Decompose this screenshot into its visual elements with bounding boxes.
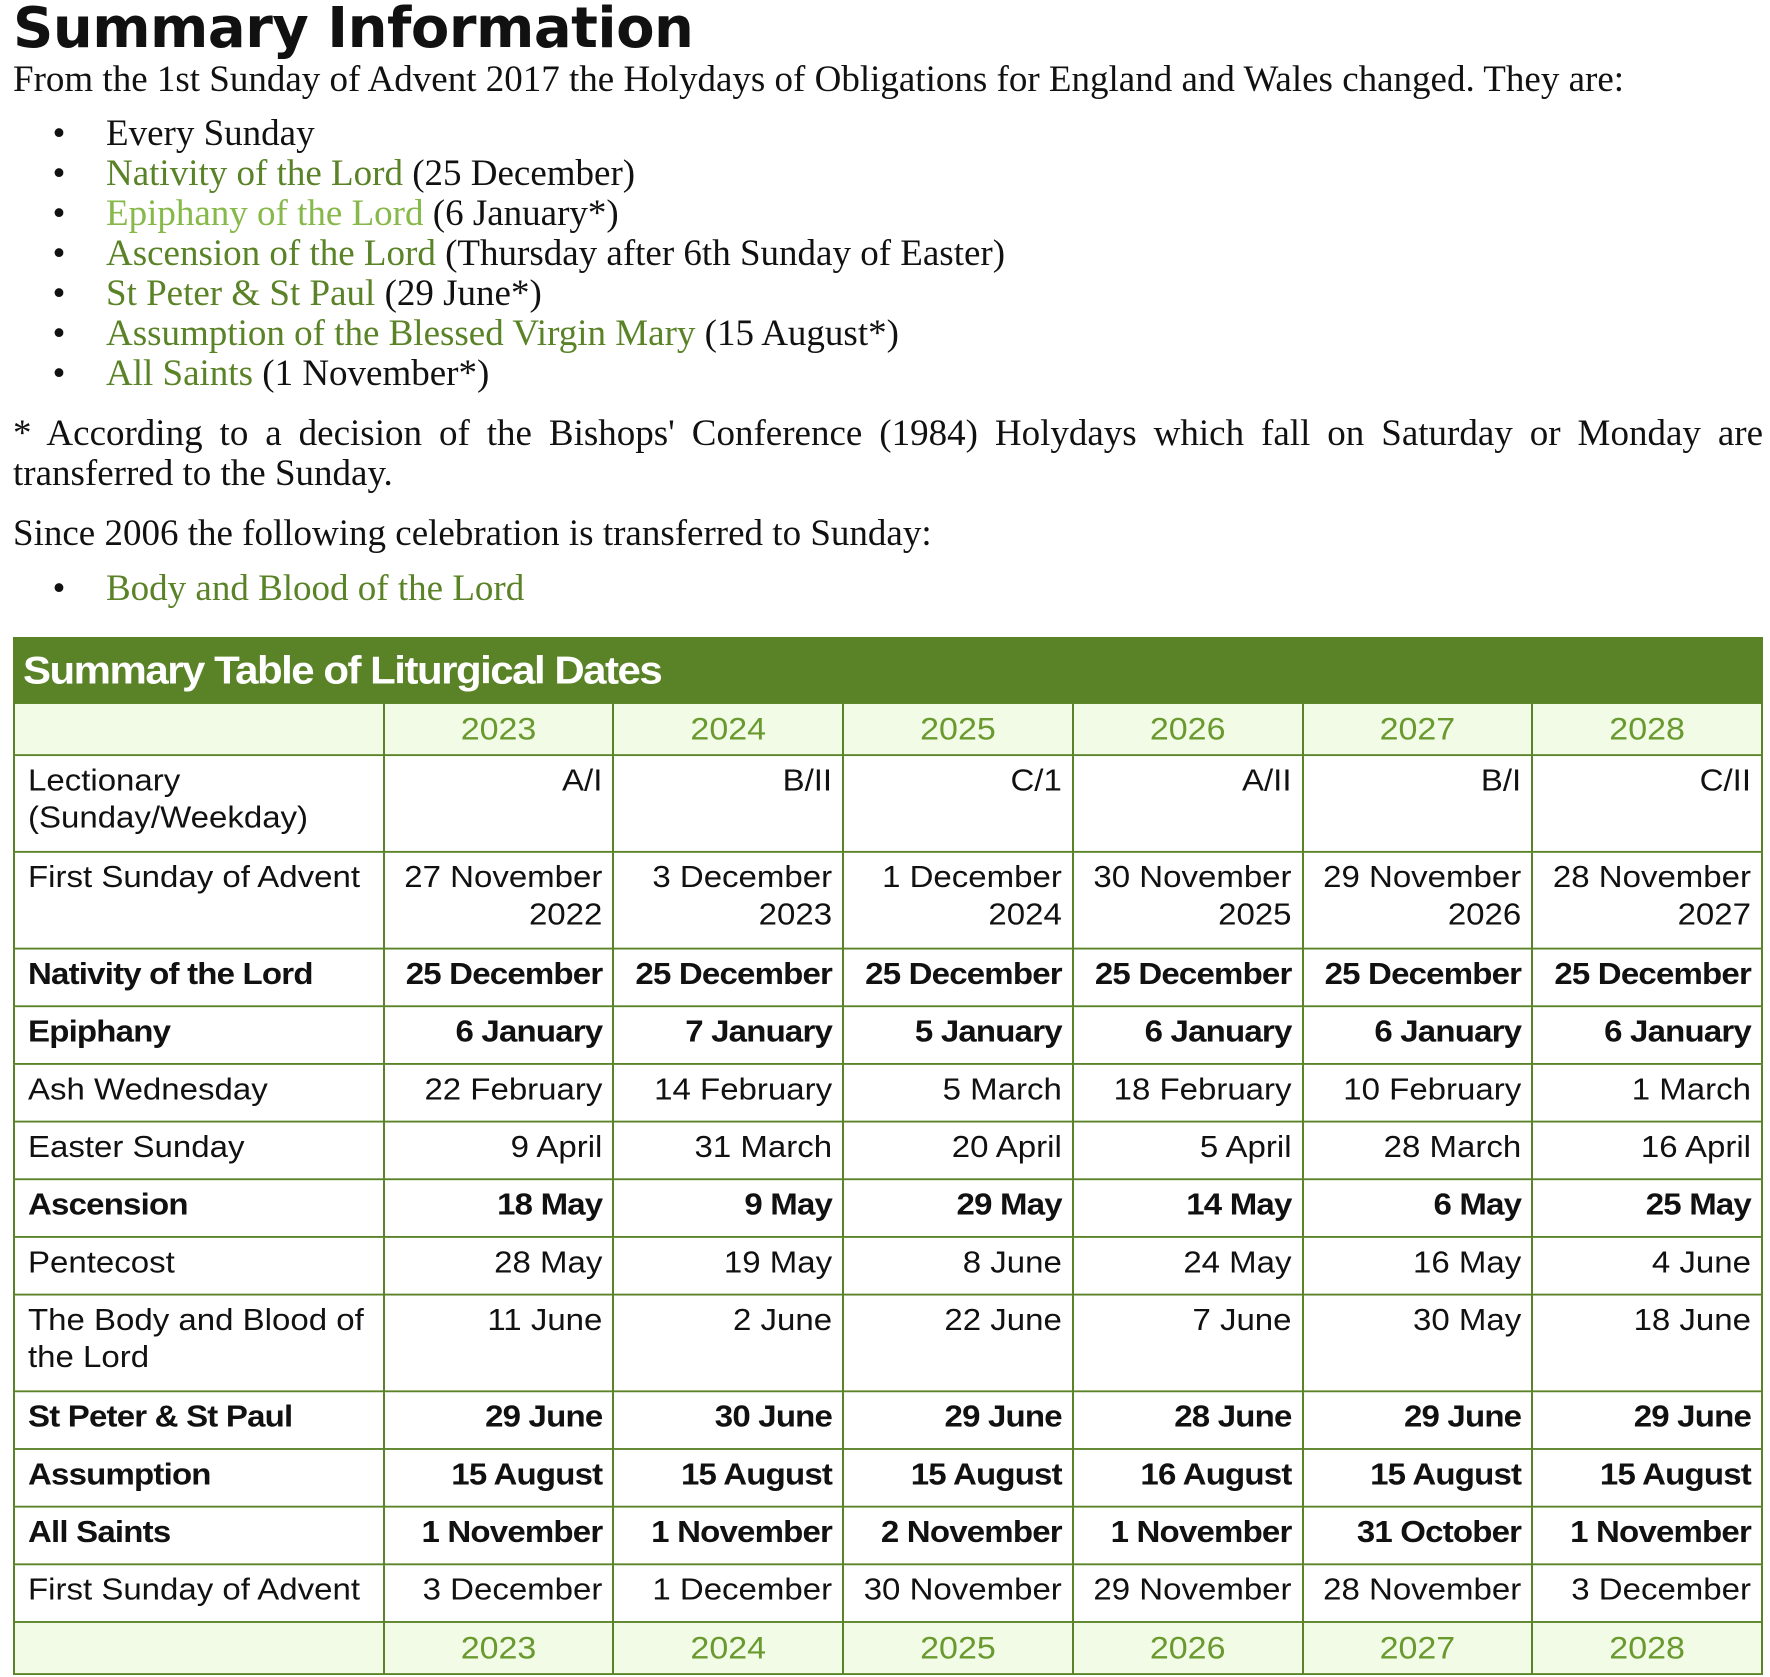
table-row (14, 1507, 1762, 1565)
date-cell: 16 August (1073, 1449, 1303, 1507)
date-cell: 5 March (843, 1064, 1073, 1122)
date-cell: 14 February (613, 1064, 843, 1122)
date-cell: 25 December (613, 949, 843, 1007)
bullet-icon: • (52, 233, 66, 274)
date-cell: 29 November (1073, 1564, 1303, 1622)
date-cell: 16 April (1532, 1122, 1762, 1180)
date-cell: 25 December (384, 949, 614, 1007)
date-cell: 22 February (384, 1064, 614, 1122)
table-row (14, 755, 1762, 852)
table-row (14, 1391, 1762, 1449)
date-cell: 25 December (1532, 949, 1762, 1007)
date-cell: 2 June (613, 1295, 843, 1392)
date-cell: 25 December (1303, 949, 1533, 1007)
date-cell: A/I (384, 755, 614, 852)
year-header-cell: 2028 (1532, 1622, 1762, 1674)
year-header-cell: 2027 (1303, 703, 1533, 755)
year-header-cell: 2026 (1073, 703, 1303, 755)
body-blood-link[interactable]: Body and Blood of the Lord (106, 568, 525, 609)
holyday-text: Every Sunday (106, 113, 315, 154)
date-cell: 15 August (843, 1449, 1073, 1507)
year-header-cell: 2026 (1073, 1622, 1303, 1674)
list-item (13, 154, 1763, 194)
date-cell: A/II (1073, 755, 1303, 852)
date-cell: 4 June (1532, 1237, 1762, 1295)
peter-paul-link[interactable]: St Peter & St Paul (106, 273, 376, 314)
date-cell: 1 November (1532, 1507, 1762, 1565)
date-cell: 29 June (1303, 1391, 1533, 1449)
date-cell: 6 January (1073, 1006, 1303, 1064)
table-row (14, 1237, 1762, 1295)
row-label: First Sunday of Advent (14, 852, 384, 949)
date-cell: 1 November (1073, 1507, 1303, 1565)
date-cell: 1 December 2024 (843, 852, 1073, 949)
date-cell: 28 May (384, 1237, 614, 1295)
date-cell: 6 January (1532, 1006, 1762, 1064)
list-item (13, 569, 1763, 609)
date-cell: 15 August (613, 1449, 843, 1507)
year-header-cell: 2023 (384, 1622, 614, 1674)
row-label: First Sunday of Advent (14, 1564, 384, 1622)
date-cell: 6 January (384, 1006, 614, 1064)
date-cell: 29 November 2026 (1303, 852, 1533, 949)
date-cell: 30 May (1303, 1295, 1533, 1392)
date-cell: 14 May (1073, 1179, 1303, 1237)
row-label: Assumption (14, 1449, 384, 1507)
date-cell: 30 June (613, 1391, 843, 1449)
date-cell: 1 November (384, 1507, 614, 1565)
date-cell: 30 November 2025 (1073, 852, 1303, 949)
page-title: Summary Information (13, 0, 694, 61)
date-cell: 18 May (384, 1179, 614, 1237)
date-cell: 1 March (1532, 1064, 1762, 1122)
date-cell: 15 August (1303, 1449, 1533, 1507)
liturgical-dates-table (13, 637, 1763, 1675)
holyday-date: (6 January*) (423, 193, 619, 234)
date-cell: 28 June (1073, 1391, 1303, 1449)
date-cell: 9 May (613, 1179, 843, 1237)
row-label: Easter Sunday (14, 1122, 384, 1180)
intro-paragraph: From the 1st Sunday of Advent 2017 the Holydays of Obligations for England and Wales changed. They are: (13, 59, 1625, 100)
date-cell: 7 June (1073, 1295, 1303, 1392)
row-label: The Body and Blood of the Lord (14, 1295, 384, 1392)
row-label: Ash Wednesday (14, 1064, 384, 1122)
date-cell: C/1 (843, 755, 1073, 852)
date-cell: 29 June (1532, 1391, 1762, 1449)
ascension-link[interactable]: Ascension of the Lord (106, 233, 436, 274)
table-row (14, 949, 1762, 1007)
date-cell: 19 May (613, 1237, 843, 1295)
row-label: Pentecost (14, 1237, 384, 1295)
bishops-note: * According to a decision of the Bishops' Conference (1984) Holydays which fall on Saturday or Monday are transferred to the Sunday. (13, 413, 1763, 494)
holyday-date: (1 November*) (253, 353, 490, 394)
table-caption-row (14, 638, 1762, 703)
holyday-date: (29 June*) (375, 273, 542, 314)
date-cell: 3 December (384, 1564, 614, 1622)
date-cell: 1 November (613, 1507, 843, 1565)
date-cell: 8 June (843, 1237, 1073, 1295)
row-label: Ascension (14, 1179, 384, 1237)
date-cell: 29 June (843, 1391, 1073, 1449)
table-caption: Summary Table of Liturgical Dates (14, 638, 1762, 703)
date-cell: 27 November 2022 (384, 852, 614, 949)
holyday-date: (Thursday after 6th Sunday of Easter) (435, 233, 1006, 274)
date-cell: 9 April (384, 1122, 614, 1180)
year-footer-row (14, 1622, 1762, 1674)
year-header-cell: 2028 (1532, 703, 1762, 755)
date-cell: 20 April (843, 1122, 1073, 1180)
bullet-icon: • (52, 153, 66, 194)
date-cell: 31 March (613, 1122, 843, 1180)
date-cell: 29 May (843, 1179, 1073, 1237)
assumption-link[interactable]: Assumption of the Blessed Virgin Mary (106, 313, 696, 354)
bullet-icon: • (52, 273, 66, 314)
year-header-cell: 2024 (613, 1622, 843, 1674)
date-cell: 15 August (384, 1449, 614, 1507)
bullet-icon: • (52, 193, 66, 234)
date-cell: 3 December (1532, 1564, 1762, 1622)
year-header-blank (14, 1622, 384, 1674)
date-cell: 22 June (843, 1295, 1073, 1392)
list-item (13, 354, 1763, 394)
bullet-icon: • (52, 568, 66, 609)
table-row (14, 1564, 1762, 1622)
date-cell: 25 December (1073, 949, 1303, 1007)
list-item (13, 234, 1763, 274)
date-cell: 18 June (1532, 1295, 1762, 1392)
list-item (13, 314, 1763, 354)
date-cell: 28 November 2027 (1532, 852, 1762, 949)
since-paragraph: Since 2006 the following celebration is transferred to Sunday: (13, 513, 932, 554)
date-cell: 6 January (1303, 1006, 1533, 1064)
date-cell: 16 May (1303, 1237, 1533, 1295)
list-item (13, 274, 1763, 314)
row-label: St Peter & St Paul (14, 1391, 384, 1449)
date-cell: 3 December 2023 (613, 852, 843, 949)
date-cell: 7 January (613, 1006, 843, 1064)
list-item (13, 114, 1763, 154)
year-header-cell: 2024 (613, 703, 843, 755)
bullet-icon: • (52, 113, 66, 154)
table-row (14, 1122, 1762, 1180)
table-row (14, 1064, 1762, 1122)
date-cell: 10 February (1303, 1064, 1533, 1122)
table-row (14, 1006, 1762, 1064)
year-header-row (14, 703, 1762, 755)
year-header-cell: 2025 (843, 1622, 1073, 1674)
year-header-cell: 2025 (843, 703, 1073, 755)
year-header-cell: 2027 (1303, 1622, 1533, 1674)
date-cell: 28 March (1303, 1122, 1533, 1180)
date-cell: B/I (1303, 755, 1533, 852)
date-cell: 25 May (1532, 1179, 1762, 1237)
row-label: Epiphany (14, 1006, 384, 1064)
holyday-date: (25 December) (402, 153, 636, 194)
row-label: All Saints (14, 1507, 384, 1565)
bullet-icon: • (52, 313, 66, 354)
date-cell: 18 February (1073, 1064, 1303, 1122)
all-saints-link[interactable]: All Saints (106, 353, 253, 394)
date-cell: 15 August (1532, 1449, 1762, 1507)
table-row (14, 852, 1762, 949)
table-row (14, 1179, 1762, 1237)
bullet-icon: • (52, 353, 66, 394)
nativity-link[interactable]: Nativity of the Lord (106, 153, 403, 194)
year-header-blank (14, 703, 384, 755)
date-cell: 30 November (843, 1564, 1073, 1622)
holydays-list (13, 114, 1763, 394)
date-cell: C/II (1532, 755, 1762, 852)
transferred-list (13, 569, 1763, 609)
date-cell: 5 January (843, 1006, 1073, 1064)
date-cell: 25 December (843, 949, 1073, 1007)
date-cell: 6 May (1303, 1179, 1533, 1237)
row-label: Nativity of the Lord (14, 949, 384, 1007)
date-cell: 11 June (384, 1295, 614, 1392)
page-content (13, 0, 1763, 1666)
table-row (14, 1295, 1762, 1392)
date-cell: 1 December (613, 1564, 843, 1622)
year-header-cell: 2023 (384, 703, 614, 755)
holyday-date: (15 August*) (695, 313, 899, 354)
date-cell: 5 April (1073, 1122, 1303, 1180)
table-row (14, 1449, 1762, 1507)
date-cell: 29 June (384, 1391, 614, 1449)
date-cell: 24 May (1073, 1237, 1303, 1295)
date-cell: 28 November (1303, 1564, 1533, 1622)
date-cell: 2 November (843, 1507, 1073, 1565)
epiphany-link[interactable]: Epiphany of the Lord (106, 193, 424, 234)
list-item (13, 194, 1763, 234)
date-cell: B/II (613, 755, 843, 852)
date-cell: 31 October (1303, 1507, 1533, 1565)
row-label: Lectionary (Sunday/Weekday) (14, 755, 384, 852)
